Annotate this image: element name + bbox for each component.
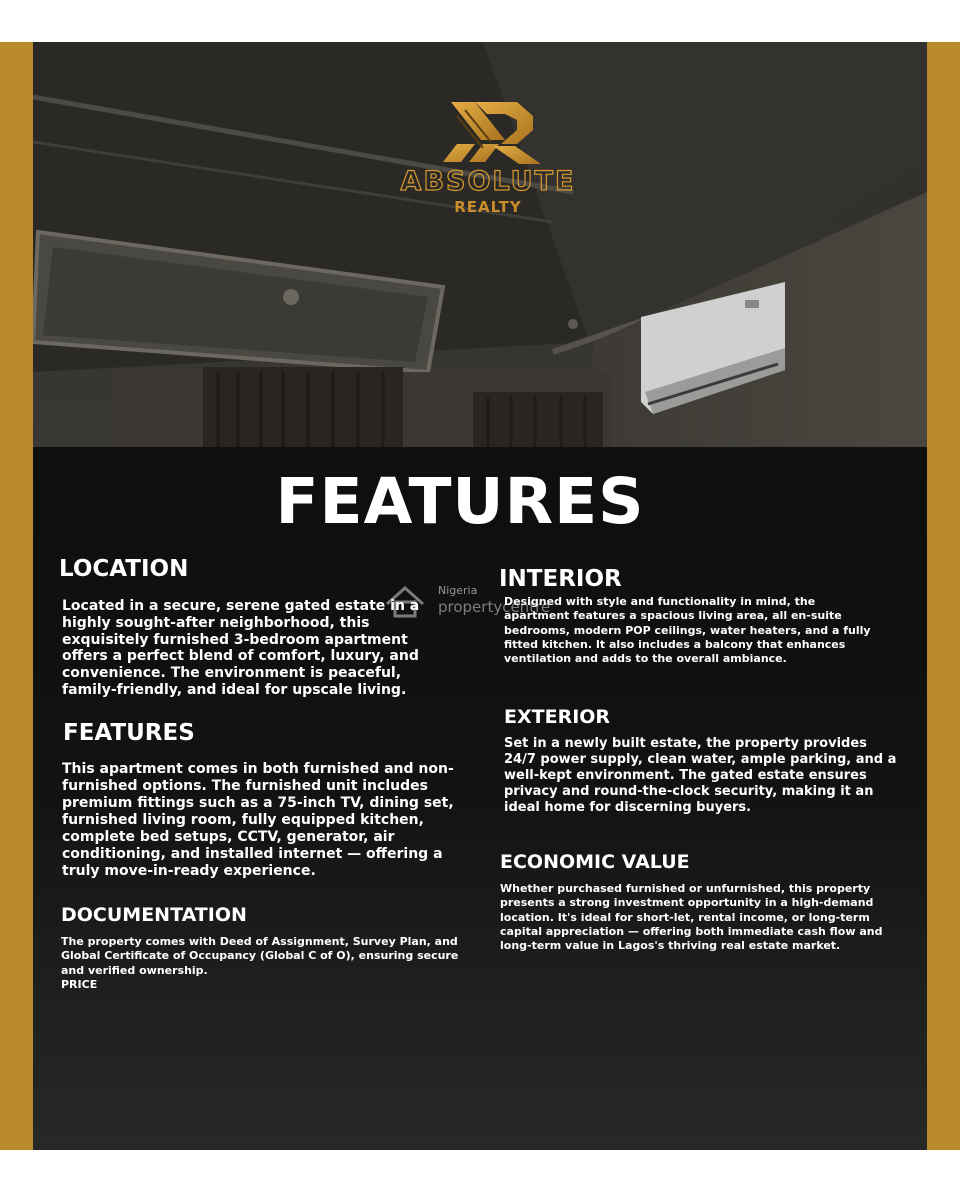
economic-value-text: Whether purchased furnished or unfurnished, this property presents a strong investment opportunity in a high-demand location. It's ideal for short-let, rental income, or long-term capital appreciation — offering both immediate cash flow and long-term value in Lagos's thriving real estate market. <box>500 882 883 953</box>
page-title: FEATURES <box>275 465 645 538</box>
features-text: This apartment comes in both furnished and non-furnished options. The furnished unit includes premium fittings such as a 75-inch TV, dining set, furnished living room, fully equipped kitchen, complete bed setups, CCTV, generator, air conditioning, and installed internet — offering a truly move-in-ready experience. <box>62 761 454 879</box>
location-text: Located in a secure, serene gated estate in a highly sought-after neighborhood, this exquisitely furnished 3-bedroom apartment offers a perfect blend of comfort, luxury, and convenience. The environment is peaceful, family-friendly, and ideal for upscale living. <box>62 598 420 698</box>
flyer-panel <box>33 42 927 1150</box>
documentation-text: The property comes with Deed of Assignment, Survey Plan, and Global Certificate of Occupancy (Global C of O), ensuring secure and verified ownership. <box>61 935 459 977</box>
features-heading: FEATURES <box>63 720 195 746</box>
price-label: PRICE <box>61 978 98 991</box>
brand-tagline: REALTY <box>454 198 522 216</box>
brand-name: ABSOLUTE <box>400 166 576 197</box>
gold-border-right <box>927 42 960 1150</box>
gold-border-left <box>0 42 33 1150</box>
exterior-heading: EXTERIOR <box>504 706 611 728</box>
location-heading: LOCATION <box>59 556 189 582</box>
watermark-country: Nigeria <box>438 584 478 597</box>
exterior-text: Set in a newly built estate, the property provides 24/7 power supply, clean water, ample parking, and a well-kept environment. The gated estate ensures privacy and round-the-clock security, making it an ideal home for discerning buyers. <box>504 736 897 815</box>
watermark-brand: propertycentre <box>438 598 551 616</box>
economic-value-heading: ECONOMIC VALUE <box>500 851 690 873</box>
interior-text: Designed with style and functionality in mind, the apartment features a spacious living area, all en-suite bedrooms, modern POP ceilings, water heaters, and a fully fitted kitchen. It also includes a balcony that enhances ventilation and adds to the overall ambiance. <box>504 595 871 666</box>
documentation-heading: DOCUMENTATION <box>61 904 247 926</box>
interior-heading: INTERIOR <box>499 566 622 592</box>
